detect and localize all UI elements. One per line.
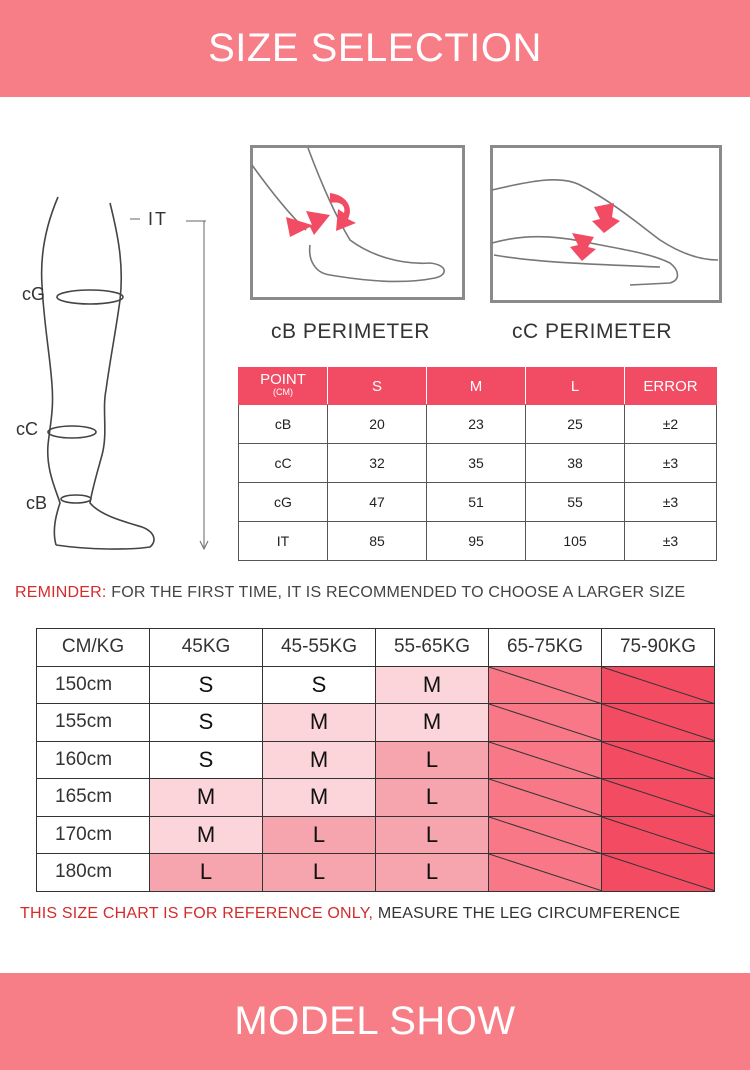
weight-header: 75-90KG: [602, 629, 715, 667]
row-point: IT: [239, 522, 328, 561]
size-cell: S: [150, 704, 263, 742]
unavailable-cell: [602, 704, 715, 742]
size-chart-header: [37, 629, 715, 667]
row-s: 20: [328, 405, 427, 444]
unavailable-cell: [602, 779, 715, 817]
ankle-measurement-image: [250, 145, 465, 300]
unavailable-cell: [489, 779, 602, 817]
unavailable-cell: [489, 854, 602, 892]
size-selection-banner: [0, 0, 750, 97]
label-cg: cG: [22, 284, 46, 304]
size-cell: S: [150, 666, 263, 704]
header-unit: (CM): [273, 387, 293, 397]
row-m: 23: [427, 405, 526, 444]
unavailable-cell: [602, 816, 715, 854]
row-point: cC: [239, 444, 328, 483]
label-cc: cC: [16, 419, 38, 439]
table-row: [37, 816, 715, 854]
row-l: 38: [526, 444, 625, 483]
measurement-table-header: [239, 368, 717, 405]
height-cell: 180cm: [37, 854, 150, 892]
cb-perimeter-caption: cB PERIMETER: [271, 320, 430, 343]
row-s: 32: [328, 444, 427, 483]
header-error: ERROR: [625, 368, 717, 405]
row-error: ±3: [625, 444, 717, 483]
height-cell: 155cm: [37, 704, 150, 742]
row-s: 47: [328, 483, 427, 522]
row-s: 85: [328, 522, 427, 561]
size-chart-table: [36, 628, 715, 892]
unavailable-cell: [489, 704, 602, 742]
size-cell: L: [376, 854, 489, 892]
row-error: ±3: [625, 483, 717, 522]
banner-title: MODEL SHOW: [234, 999, 516, 1043]
size-cell: M: [376, 704, 489, 742]
reminder-label: REMINDER:: [15, 584, 107, 601]
reference-note: [20, 905, 680, 923]
size-cell: S: [150, 741, 263, 779]
row-error: ±3: [625, 522, 717, 561]
calf-measurement-image: [490, 145, 722, 303]
weight-header: 45KG: [150, 629, 263, 667]
note-text: MEASURE THE LEG CIRCUMFERENCE: [377, 905, 681, 922]
label-cb: cB: [26, 493, 48, 513]
table-row: [37, 704, 715, 742]
size-cell: L: [376, 779, 489, 817]
unavailable-cell: [489, 666, 602, 704]
row-point: cB: [239, 405, 328, 444]
table-row: [37, 854, 715, 892]
row-m: 95: [427, 522, 526, 561]
unavailable-cell: [602, 854, 715, 892]
reminder-text: FOR THE FIRST TIME, IT IS RECOMMENDED TO CHOOSE A LARGER SIZE: [111, 584, 686, 601]
unavailable-cell: [602, 666, 715, 704]
size-cell: L: [376, 816, 489, 854]
size-cell: M: [376, 666, 489, 704]
weight-header: 65-75KG: [489, 629, 602, 667]
reminder-line: [15, 584, 685, 602]
height-cell: 150cm: [37, 666, 150, 704]
note-red-text: THIS SIZE CHART IS FOR REFERENCE ONLY,: [20, 905, 374, 922]
size-cell: M: [263, 779, 376, 817]
banner-title: SIZE SELECTION: [208, 26, 542, 70]
size-cell: M: [263, 741, 376, 779]
size-cell: L: [150, 854, 263, 892]
height-cell: 165cm: [37, 779, 150, 817]
corner-cell: CM/KG: [37, 629, 150, 667]
row-l: 25: [526, 405, 625, 444]
table-row: [37, 741, 715, 779]
leg-diagram: [10, 185, 235, 565]
row-l: 105: [526, 522, 625, 561]
row-point: cG: [239, 483, 328, 522]
unavailable-cell: [489, 816, 602, 854]
unavailable-cell: [602, 741, 715, 779]
row-error: ±2: [625, 405, 717, 444]
table-row: [239, 522, 717, 561]
table-row: [37, 666, 715, 704]
row-m: 35: [427, 444, 526, 483]
header-s: S: [328, 368, 427, 405]
height-cell: 160cm: [37, 741, 150, 779]
size-cell: M: [150, 779, 263, 817]
weight-header: 55-65KG: [376, 629, 489, 667]
table-row: [37, 779, 715, 817]
model-show-banner: [0, 973, 750, 1070]
size-cell: L: [263, 816, 376, 854]
table-row: [239, 444, 717, 483]
measurement-table: [238, 367, 717, 561]
size-cell: M: [150, 816, 263, 854]
cc-perimeter-caption: cC PERIMETER: [512, 320, 673, 343]
row-m: 51: [427, 483, 526, 522]
header-point: POINT (CM): [239, 368, 328, 405]
header-m: M: [427, 368, 526, 405]
table-row: [239, 405, 717, 444]
size-cell: M: [263, 704, 376, 742]
header-l: L: [526, 368, 625, 405]
weight-header: 45-55KG: [263, 629, 376, 667]
label-it: IT: [148, 209, 168, 229]
table-row: [239, 483, 717, 522]
size-cell: L: [376, 741, 489, 779]
size-cell: L: [263, 854, 376, 892]
unavailable-cell: [489, 741, 602, 779]
height-cell: 170cm: [37, 816, 150, 854]
row-l: 55: [526, 483, 625, 522]
size-cell: S: [263, 666, 376, 704]
